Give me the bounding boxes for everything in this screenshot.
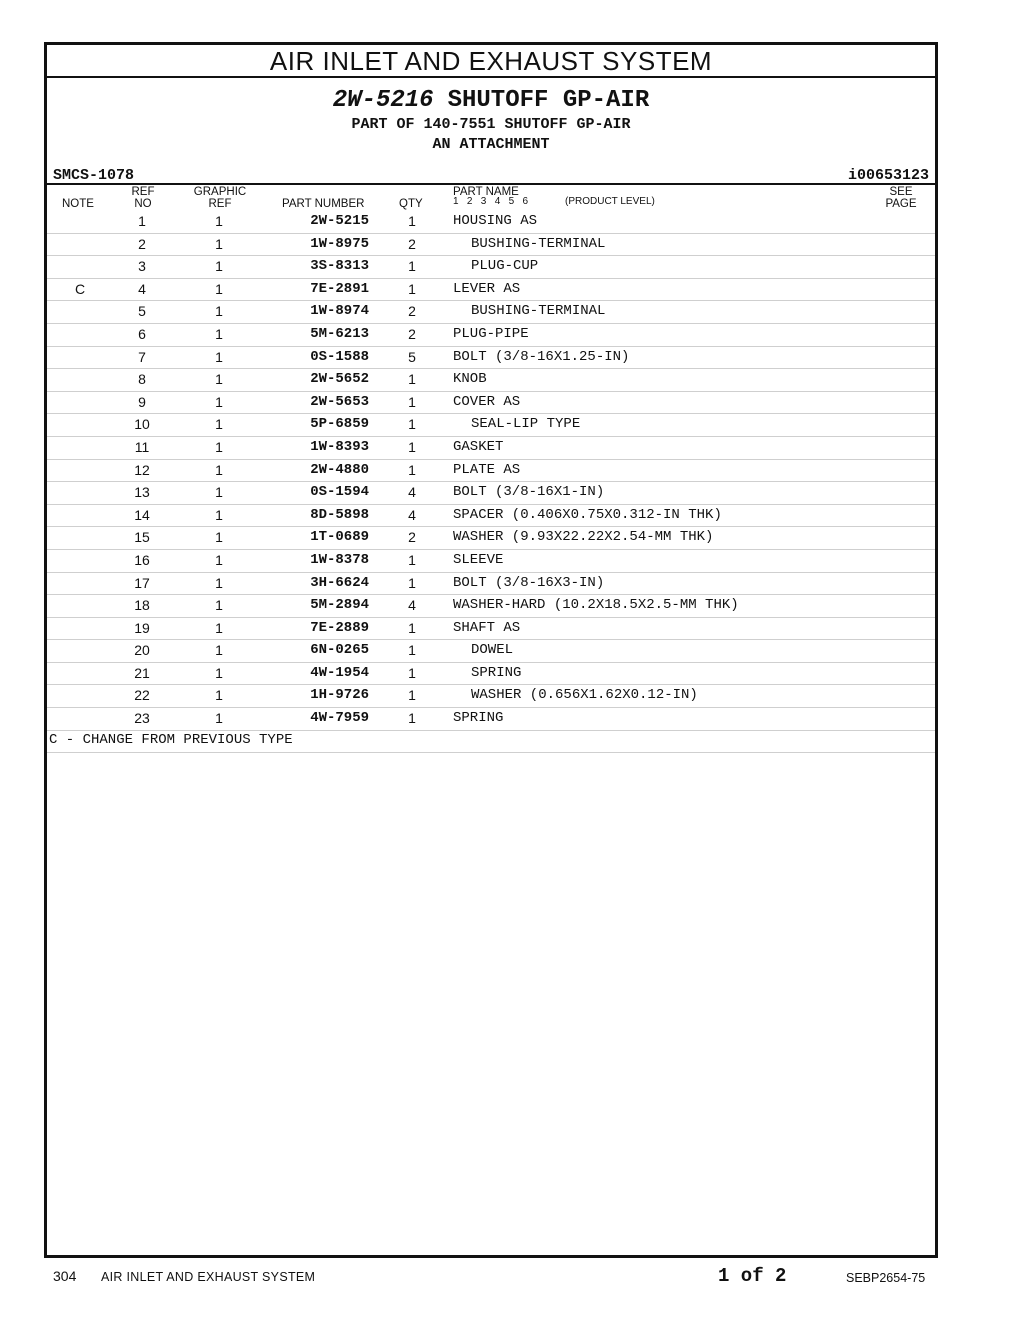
part-number-cell: 5M-6213 <box>310 325 369 342</box>
table-row <box>47 573 935 596</box>
qty-cell: 1 <box>408 664 416 681</box>
graphic-ref-cell: 1 <box>215 642 223 659</box>
table-row <box>47 663 935 686</box>
group-title <box>47 87 935 115</box>
part-name-cell: PLUG-CUP <box>471 258 539 275</box>
graphic-ref-cell: 1 <box>215 303 223 320</box>
part-name-cell: HOUSING AS <box>453 213 538 229</box>
group-name: SHUTOFF GP-AIR <box>447 87 650 114</box>
col-note: NOTE <box>62 198 94 210</box>
table-row <box>47 256 935 279</box>
ref-no-cell: 22 <box>134 687 150 704</box>
graphic-ref-cell: 1 <box>215 325 223 342</box>
part-number-cell: 1W-8393 <box>310 438 369 455</box>
graphic-ref-cell: 1 <box>215 597 223 614</box>
ref-no-cell: 19 <box>134 619 150 636</box>
qty-cell: 2 <box>408 303 416 320</box>
footer-section: AIR INLET AND EXHAUST SYSTEM <box>101 1270 316 1284</box>
qty-cell: 4 <box>408 484 416 501</box>
graphic-ref-cell: 1 <box>215 461 223 478</box>
qty-cell: 1 <box>408 280 416 297</box>
ref-no-cell: 21 <box>134 664 150 681</box>
column-header <box>47 183 935 211</box>
part-name-cell: BUSHING-TERMINAL <box>471 303 606 320</box>
col-levels: 1 2 3 4 5 6 <box>453 196 529 207</box>
graphic-ref-cell: 1 <box>215 664 223 681</box>
part-name-cell: PLATE AS <box>453 461 521 478</box>
qty-cell: 2 <box>408 235 416 252</box>
col-ref-bottom: NO <box>134 198 152 210</box>
group-number: 2W-5216 <box>332 87 434 114</box>
part-name-cell: WASHER (0.656X1.62X0.12-IN) <box>471 687 698 704</box>
graphic-ref-cell: 1 <box>215 529 223 546</box>
ref-no-cell: 6 <box>138 325 146 342</box>
part-name-cell: SHAFT AS <box>453 619 521 636</box>
graphic-ref-cell: 1 <box>215 348 223 365</box>
table-row <box>47 211 935 234</box>
footer-page-of: 1 of 2 <box>718 1265 787 1287</box>
table-row <box>47 324 935 347</box>
part-name-cell: LEVER AS <box>453 280 521 297</box>
part-number-cell: 1W-8378 <box>310 551 369 568</box>
qty-cell: 1 <box>408 393 416 410</box>
table-row <box>47 301 935 324</box>
graphic-ref-cell: 1 <box>215 710 223 727</box>
qty-cell: 1 <box>408 687 416 704</box>
ref-no-cell: 1 <box>138 213 146 229</box>
ref-no-cell: 16 <box>134 551 150 568</box>
part-number-cell: 1T-0689 <box>310 529 369 546</box>
part-number-cell: 7E-2889 <box>310 619 369 636</box>
qty-cell: 1 <box>408 416 416 433</box>
ref-no-cell: 18 <box>134 597 150 614</box>
table-row <box>47 234 935 257</box>
graphic-ref-cell: 1 <box>215 574 223 591</box>
qty-cell: 4 <box>408 597 416 614</box>
part-name-cell: WASHER-HARD (10.2X18.5X2.5-MM THK) <box>453 597 739 614</box>
part-name-cell: BUSHING-TERMINAL <box>471 235 606 252</box>
part-of-line: PART OF 140-7551 SHUTOFF GP-AIR <box>351 116 631 133</box>
graphic-ref-cell: 1 <box>215 484 223 501</box>
qty-cell: 2 <box>408 325 416 342</box>
table-row <box>47 369 935 392</box>
part-name-cell: SEAL-LIP TYPE <box>471 416 581 433</box>
table-row <box>47 392 935 415</box>
part-name-cell: BOLT (3/8-16X3-IN) <box>453 574 605 591</box>
qty-cell: 1 <box>408 461 416 478</box>
graphic-ref-cell: 1 <box>215 416 223 433</box>
qty-cell: 1 <box>408 574 416 591</box>
part-name-cell: DOWEL <box>471 642 514 659</box>
part-number-cell: 3S-8313 <box>310 258 369 275</box>
part-number-cell: 1W-8974 <box>310 303 369 320</box>
col-see-top: SEE <box>889 186 913 198</box>
table-row <box>47 505 935 528</box>
col-graphic-bottom: REF <box>208 198 232 210</box>
table-row <box>47 595 935 618</box>
qty-cell: 5 <box>408 348 416 365</box>
part-number-cell: 2W-5653 <box>310 393 369 410</box>
ref-no-cell: 11 <box>134 438 150 455</box>
part-number-cell: 4W-7959 <box>310 710 369 727</box>
ref-no-cell: 3 <box>138 258 146 275</box>
page-footer <box>0 1262 1020 1292</box>
qty-cell: 4 <box>408 506 416 523</box>
part-number-cell: 2W-4880 <box>310 461 369 478</box>
ref-no-cell: 14 <box>134 506 150 523</box>
part-number-cell: 1H-9726 <box>310 687 369 704</box>
part-number-cell: 8D-5898 <box>310 506 369 523</box>
table-row <box>47 640 935 663</box>
qty-cell: 1 <box>408 258 416 275</box>
qty-cell: 2 <box>408 529 416 546</box>
table-row <box>47 460 935 483</box>
ref-no-cell: 2 <box>138 235 146 252</box>
ref-no-cell: 17 <box>134 574 150 591</box>
table-row <box>47 527 935 550</box>
table-row <box>47 347 935 370</box>
part-number-cell: 0S-1588 <box>310 348 369 365</box>
table-row <box>47 482 935 505</box>
table-row <box>47 414 935 437</box>
graphic-ref-cell: 1 <box>215 619 223 636</box>
part-name-cell: COVER AS <box>453 393 521 410</box>
graphic-ref-cell: 1 <box>215 258 223 275</box>
table-row <box>47 550 935 573</box>
ref-no-cell: 5 <box>138 303 146 320</box>
part-number-cell: 3H-6624 <box>310 574 369 591</box>
table-row <box>47 618 935 641</box>
ref-no-cell: 9 <box>138 393 146 410</box>
section-title: AIR INLET AND EXHAUST SYSTEM <box>47 45 935 78</box>
ref-no-cell: 12 <box>134 461 150 478</box>
part-number-cell: 7E-2891 <box>310 280 369 297</box>
part-name-cell: PLUG-PIPE <box>453 325 529 342</box>
graphic-ref-cell: 1 <box>215 551 223 568</box>
col-product-level: (PRODUCT LEVEL) <box>565 196 655 207</box>
footer-page-number: 304 <box>53 1268 77 1284</box>
part-number-cell: 2W-5652 <box>310 371 369 388</box>
col-ref-top: REF <box>131 186 155 198</box>
part-number-cell: 2W-5215 <box>310 213 369 229</box>
qty-cell: 1 <box>408 551 416 568</box>
part-name-cell: SLEEVE <box>453 551 504 568</box>
group-header <box>47 87 935 155</box>
ref-no-cell: 4 <box>138 280 146 297</box>
part-name-cell: SPACER (0.406X0.75X0.312-IN THK) <box>453 506 722 523</box>
graphic-ref-cell: 1 <box>215 371 223 388</box>
ref-no-cell: 10 <box>134 416 150 433</box>
col-part-name: PART NAME <box>453 186 519 198</box>
part-name-cell: BOLT (3/8-16X1-IN) <box>453 484 605 501</box>
graphic-ref-cell: 1 <box>215 506 223 523</box>
part-number-cell: 6N-0265 <box>310 642 369 659</box>
graphic-ref-cell: 1 <box>215 393 223 410</box>
graphic-ref-cell: 1 <box>215 213 223 229</box>
col-part-number: PART NUMBER <box>282 198 365 210</box>
qty-cell: 1 <box>408 371 416 388</box>
footnote: C - CHANGE FROM PREVIOUS TYPE <box>47 731 935 753</box>
part-name-cell: SPRING <box>453 710 504 727</box>
table-row <box>47 708 935 731</box>
part-name-cell: SPRING <box>471 664 522 681</box>
qty-cell: 1 <box>408 438 416 455</box>
graphic-ref-cell: 1 <box>215 235 223 252</box>
attachment-line: AN ATTACHMENT <box>432 136 550 153</box>
part-name-cell: BOLT (3/8-16X1.25-IN) <box>453 348 630 365</box>
part-name-cell: KNOB <box>453 371 487 388</box>
meta-row <box>47 161 935 183</box>
table-row <box>47 279 935 302</box>
smcs-code: SMCS-1078 <box>53 167 135 184</box>
graphic-ref-cell: 1 <box>215 687 223 704</box>
parts-page-frame <box>44 42 938 1258</box>
parts-table <box>47 211 935 731</box>
part-name-cell: GASKET <box>453 438 504 455</box>
ref-no-cell: 13 <box>134 484 150 501</box>
ref-no-cell: 8 <box>138 371 146 388</box>
table-row <box>47 685 935 708</box>
col-qty: QTY <box>399 198 423 210</box>
qty-cell: 1 <box>408 642 416 659</box>
part-number-cell: 1W-8975 <box>310 235 369 252</box>
qty-cell: 1 <box>408 213 416 229</box>
part-number-cell: 5P-6859 <box>310 416 369 433</box>
footer-document-id: SEBP2654-75 <box>846 1271 926 1285</box>
qty-cell: 1 <box>408 619 416 636</box>
part-name-cell: WASHER (9.93X22.22X2.54-MM THK) <box>453 529 714 546</box>
part-number-cell: 5M-2894 <box>310 597 369 614</box>
ref-no-cell: 7 <box>138 348 146 365</box>
table-row <box>47 437 935 460</box>
ref-no-cell: 20 <box>134 642 150 659</box>
part-number-cell: 0S-1594 <box>310 484 369 501</box>
ref-no-cell: 15 <box>134 529 150 546</box>
qty-cell: 1 <box>408 710 416 727</box>
graphic-ref-cell: 1 <box>215 438 223 455</box>
note-cell: C <box>74 280 86 297</box>
col-graphic-top: GRAPHIC <box>193 186 247 198</box>
col-see-bottom: PAGE <box>885 198 917 210</box>
part-number-cell: 4W-1954 <box>310 664 369 681</box>
ref-no-cell: 23 <box>134 710 150 727</box>
illustration-id: i00653123 <box>847 167 929 184</box>
graphic-ref-cell: 1 <box>215 280 223 297</box>
